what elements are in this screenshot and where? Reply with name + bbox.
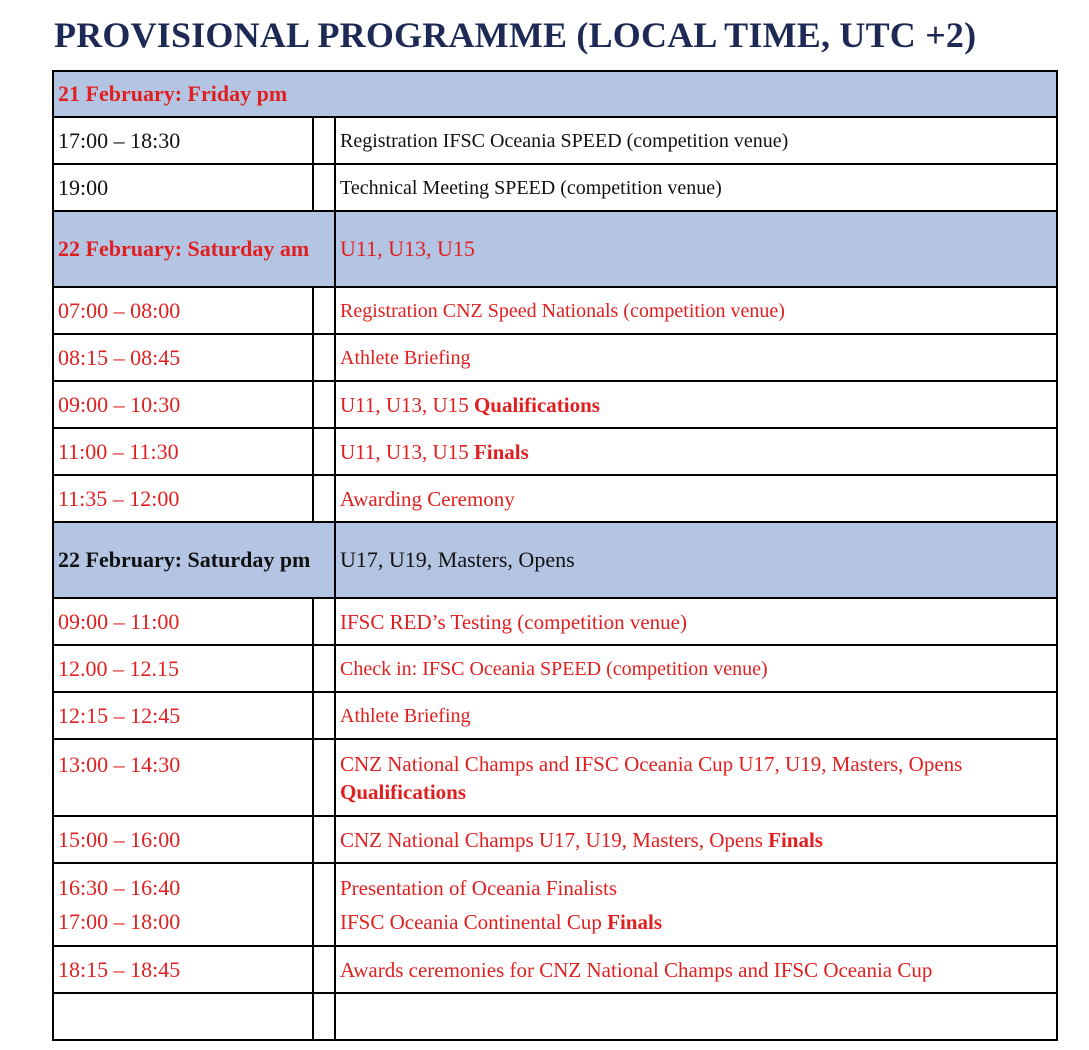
activity-cell	[335, 863, 1057, 946]
table-row	[53, 334, 1057, 381]
time-cell: 09:00 – 10:30	[53, 381, 313, 428]
spacer-cell	[313, 946, 335, 993]
categories-label: U17, U19, Masters, Opens	[335, 522, 1057, 598]
time-cell: 19:00	[53, 164, 313, 211]
time-line: 17:00 – 18:00	[58, 908, 181, 934]
activity-cell: Check in: IFSC Oceania SPEED (competition venue)	[335, 645, 1057, 692]
time-cell: 13:00 – 14:30	[53, 739, 313, 816]
table-row	[53, 816, 1057, 863]
table-row	[53, 739, 1057, 816]
activity-emphasis: Finals	[607, 909, 662, 934]
spacer-cell	[313, 428, 335, 475]
activity-cell: Awarding Ceremony	[335, 475, 1057, 522]
time-cell: 07:00 – 08:00	[53, 287, 313, 334]
time-cell: 11:35 – 12:00	[53, 475, 313, 522]
spacer-cell	[313, 993, 335, 1040]
activity-text: CNZ National Champs and IFSC Oceania Cup U17, U19, Masters, Opens	[340, 752, 963, 776]
table-row	[53, 946, 1057, 993]
time-cell: 15:00 – 16:00	[53, 816, 313, 863]
table-row	[53, 428, 1057, 475]
activity-text: IFSC Oceania Continental Cup	[340, 909, 608, 934]
activity-emphasis: Qualifications	[340, 780, 467, 804]
table-row	[53, 381, 1057, 428]
empty-cell	[53, 993, 313, 1040]
time-cell: 12.00 – 12.15	[53, 645, 313, 692]
activity-cell	[335, 816, 1057, 863]
activity-emphasis: Qualifications	[473, 392, 600, 417]
activity-cell: Registration CNZ Speed Nationals (competition venue)	[335, 287, 1057, 334]
activity-cell: Athlete Briefing	[335, 334, 1057, 381]
time-cell: 12:15 – 12:45	[53, 692, 313, 739]
spacer-cell	[313, 334, 335, 381]
spacer-cell	[313, 692, 335, 739]
activity-line: Presentation of Oceania Finalists	[340, 875, 618, 900]
spacer-cell	[313, 475, 335, 522]
table-row	[53, 287, 1057, 334]
activity-cell: Athlete Briefing	[335, 692, 1057, 739]
activity-text: CNZ National Champs U17, U19, Masters, Opens	[340, 827, 769, 852]
day-label: 21 February: Friday pm	[53, 71, 1057, 117]
activity-emphasis: Finals	[768, 827, 823, 852]
table-row	[53, 645, 1057, 692]
spacer-cell	[313, 645, 335, 692]
activity-line	[340, 905, 1052, 939]
day-header-friday-pm	[53, 71, 1057, 117]
categories-label: U11, U13, U15	[335, 211, 1057, 287]
spacer-cell	[313, 287, 335, 334]
time-cell: 17:00 – 18:30	[53, 117, 313, 164]
table-row	[53, 475, 1057, 522]
day-label: 22 February: Saturday pm	[53, 522, 335, 598]
time-cell	[53, 863, 313, 946]
spacer-cell	[313, 164, 335, 211]
spacer-cell	[313, 381, 335, 428]
spacer-cell	[313, 816, 335, 863]
page-title: PROVISIONAL PROGRAMME (LOCAL TIME, UTC +2)	[54, 15, 977, 55]
spacer-cell	[313, 739, 335, 816]
programme-table	[52, 70, 1058, 1041]
activity-cell	[335, 381, 1057, 428]
activity-cell: IFSC RED’s Testing (competition venue)	[335, 598, 1057, 645]
activity-text: U11, U13, U15	[340, 439, 474, 464]
day-header-saturday-pm	[53, 522, 1057, 598]
time-cell: 09:00 – 11:00	[53, 598, 313, 645]
day-label: 22 February: Saturday am	[53, 211, 335, 287]
activity-cell	[335, 739, 1057, 816]
time-cell: 11:00 – 11:30	[53, 428, 313, 475]
activity-cell: Registration IFSC Oceania SPEED (competition venue)	[335, 117, 1057, 164]
empty-row	[53, 993, 1057, 1040]
spacer-cell	[313, 117, 335, 164]
time-line: 16:30 – 16:40	[58, 874, 181, 900]
empty-cell	[335, 993, 1057, 1040]
spacer-cell	[313, 598, 335, 645]
time-cell: 18:15 – 18:45	[53, 946, 313, 993]
spacer-cell	[313, 863, 335, 946]
activity-cell: Technical Meeting SPEED (competition venue)	[335, 164, 1057, 211]
activity-cell: Awards ceremonies for CNZ National Champs and IFSC Oceania Cup	[335, 946, 1057, 993]
activity-text: U11, U13, U15	[340, 392, 474, 417]
table-row	[53, 117, 1057, 164]
table-row	[53, 598, 1057, 645]
activity-emphasis: Finals	[473, 439, 529, 464]
day-header-saturday-am	[53, 211, 1057, 287]
activity-cell	[335, 428, 1057, 475]
table-row	[53, 692, 1057, 739]
table-row	[53, 164, 1057, 211]
table-row	[53, 863, 1057, 946]
time-cell: 08:15 – 08:45	[53, 334, 313, 381]
